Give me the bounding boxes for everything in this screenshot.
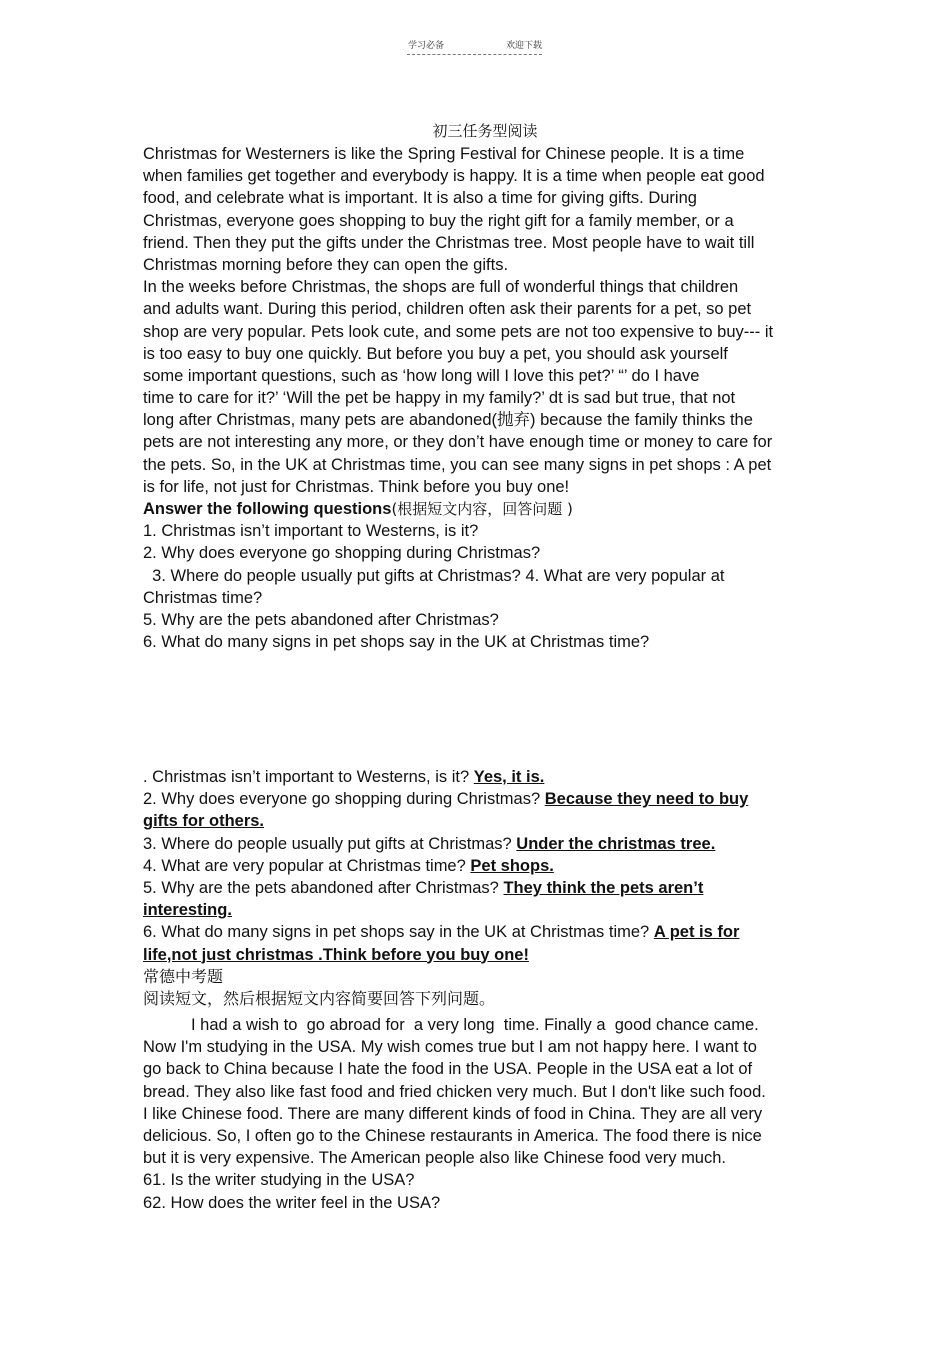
question-item: 1. Christmas isn’t important to Westerns, is it? xyxy=(143,522,479,541)
answer-row xyxy=(143,766,748,788)
passage-line: delicious. So, I often go to the Chinese restaurants in America. The food there is nice xyxy=(143,1126,762,1145)
passage-line: go back to China because I hate the food in the USA. People in the USA eat a lot of xyxy=(143,1060,753,1079)
answer-row xyxy=(143,788,748,810)
question-item: Christmas time? xyxy=(143,588,263,607)
answer-question: 5. Why are the pets abandoned after Christmas? xyxy=(143,878,499,897)
answer-question: 3. Where do people usually put gifts at Christmas? xyxy=(143,834,512,853)
passage-line: Now I'm studying in the USA. My wish comes true but I am not happy here. I want to xyxy=(143,1038,757,1057)
passage-line: is too easy to buy one quickly. But before you buy a pet, you should ask yourself xyxy=(143,344,728,363)
answer-row xyxy=(143,899,748,921)
answer-text: They think the pets aren’t xyxy=(503,878,704,897)
passage-line: I had a wish to go abroad for a very long time. Finally a good chance came. xyxy=(191,1016,759,1034)
answer-text: life,not just christmas .Think before you buy one! xyxy=(143,945,529,964)
passage-line: Christmas for Westerners is like the Spring Festival for Chinese people. It is a time xyxy=(143,145,745,163)
answer-row xyxy=(143,921,748,943)
passage-line: bread. They also like fast food and fried chicken very much. But I don't like such food. xyxy=(143,1082,766,1101)
passage-line: when families get together and everybody is happy. It is a time when people eat good xyxy=(143,167,765,186)
answer-key xyxy=(143,766,748,1010)
question-item: 3. Where do people usually put gifts at Christmas? 4. What are very popular at xyxy=(143,566,725,585)
section-2-instruction: 阅读短文，然后根据短文内容简要回答下列问题。 xyxy=(143,988,496,1008)
passage-line: friend. Then they put the gifts under the Christmas tree. Most people have to wait till xyxy=(143,233,755,252)
section-2-title: 常德中考题 xyxy=(143,966,224,986)
answer-row xyxy=(143,855,748,877)
passage-line: and adults want. During this period, children often ask their parents for a pet, so pet xyxy=(143,300,752,319)
question-item: 5. Why are the pets abandoned after Christmas? xyxy=(143,610,499,629)
passage-line: long after Christmas, many pets are abandoned(抛弃) because the family thinks the xyxy=(143,411,753,430)
answer-text: Because they need to buy xyxy=(544,790,749,809)
passage-line: In the weeks before Christmas, the shops are full of wonderful things that children xyxy=(143,278,739,297)
passage-line: some important questions, such as ‘how long will I love this pet?’ “’ do I have xyxy=(143,366,700,385)
question-item: 2. Why does everyone go shopping during Christmas? xyxy=(143,544,541,563)
page-title: 初三任务型阅读 xyxy=(432,122,538,140)
passage-line: time to care for it?’ ‘Will the pet be happy in my family?’ dt is sad but true, that not xyxy=(143,389,736,408)
passage-line: Christmas, everyone goes shopping to buy the right gift for a family member, or a xyxy=(143,211,734,230)
header-divider xyxy=(407,54,542,55)
questions-heading xyxy=(143,498,773,520)
question-item: 6. What do many signs in pet shops say in the UK at Christmas time? xyxy=(143,633,650,652)
passage-line: but it is very expensive. The American people also like Chinese food very much. xyxy=(143,1149,726,1168)
passage-line: shop are very popular. Pets look cute, and some pets are not too expensive to buy--- it xyxy=(143,322,774,341)
passage-line: pets are not interesting any more, or they don’t have enough time or money to care for xyxy=(143,433,773,452)
questions-heading-en: Answer the following questions xyxy=(143,500,392,518)
passage-line: food, and celebrate what is important. It is also a time for giving gifts. During xyxy=(143,189,697,208)
passage-1 xyxy=(143,143,773,653)
answer-text: gifts for others. xyxy=(143,812,265,831)
answer-row xyxy=(143,810,748,832)
answer-question: . Christmas isn’t important to Westerns, is it? xyxy=(143,768,470,786)
passage-2 xyxy=(143,1014,766,1214)
question-item: 61. Is the writer studying in the USA? xyxy=(143,1171,415,1190)
answer-row xyxy=(143,833,748,855)
answer-row xyxy=(143,877,748,899)
answer-question: 6. What do many signs in pet shops say in the UK at Christmas time? xyxy=(143,923,650,942)
answer-question: 2. Why does everyone go shopping during Christmas? xyxy=(143,790,541,809)
answer-text: Under the christmas tree. xyxy=(516,834,716,853)
answer-text: interesting. xyxy=(143,901,232,920)
answer-question: 4. What are very popular at Christmas time? xyxy=(143,856,466,875)
answer-row xyxy=(143,944,748,966)
passage-line: is for life, not just for Christmas. Think before you buy one! xyxy=(143,477,570,496)
answer-text: Yes, it is. xyxy=(473,768,545,786)
passage-line: Christmas morning before they can open the gifts. xyxy=(143,255,509,274)
questions-heading-cn: (根据短文内容，回答问题 ) xyxy=(391,500,573,518)
header-right: 欢迎下载 xyxy=(505,41,542,51)
answer-text: Pet shops. xyxy=(470,856,554,875)
answer-text: A pet is for xyxy=(653,923,740,942)
passage-line: the pets. So, in the UK at Christmas time, you can see many signs in pet shops : A pet xyxy=(143,455,772,474)
page-header xyxy=(408,38,542,51)
question-item: 62. How does the writer feel in the USA? xyxy=(143,1193,441,1212)
passage-line: I like Chinese food. There are many different kinds of food in China. They are all very xyxy=(143,1104,763,1123)
header-left: 学习必备 xyxy=(408,41,445,51)
